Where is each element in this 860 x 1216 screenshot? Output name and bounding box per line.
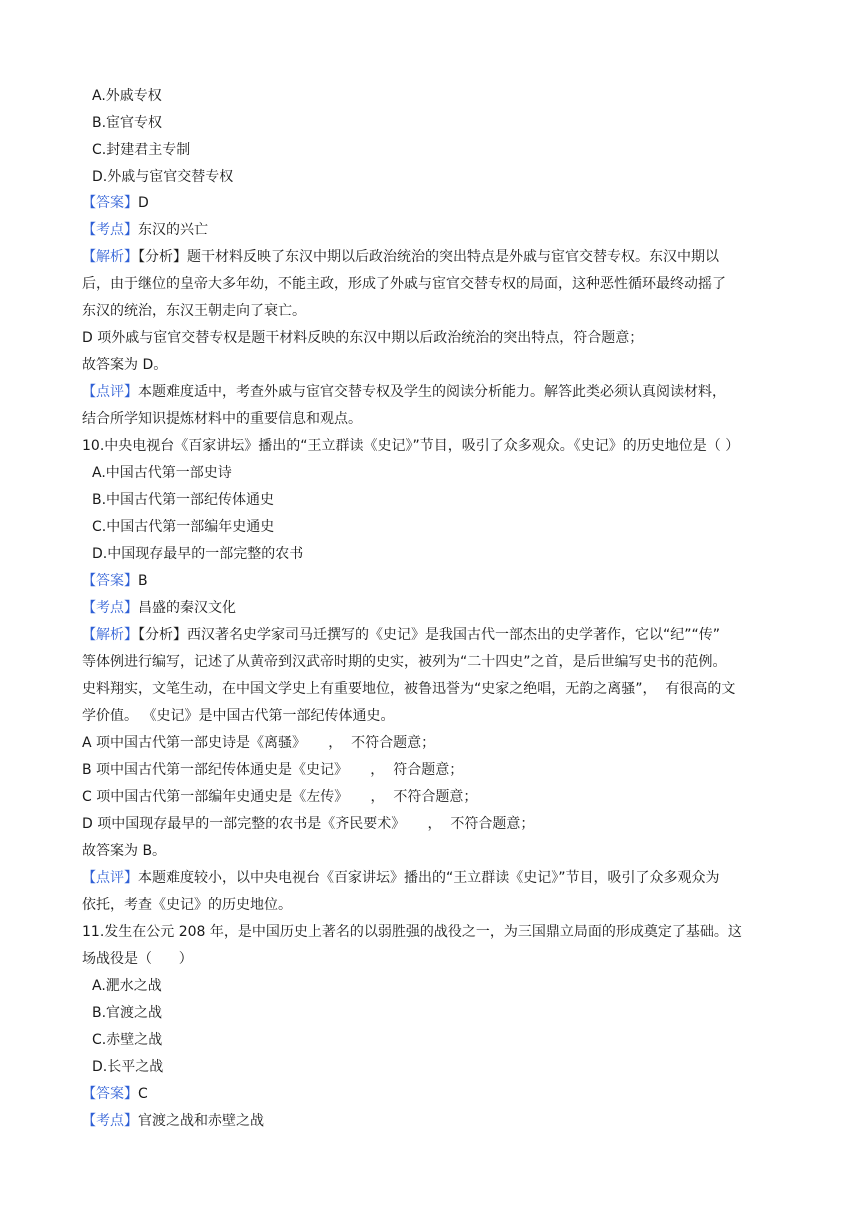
q9-comment-line-2: 结合所学知识提炼材料中的重要信息和观点。 xyxy=(82,411,362,427)
q11-option-d: D.长平之战 xyxy=(92,1059,164,1075)
q9-answer xyxy=(82,193,782,213)
point-value: 官渡之战和赤壁之战 xyxy=(138,1113,264,1129)
q10-stem: 10.中央电视台《百家讲坛》播出的“王立群读《史记》”节目，吸引了众多观众。《史记》的历史地位是（ ） xyxy=(82,438,740,454)
q9-analysis-line-5: 故答案为 D。 xyxy=(82,357,168,373)
answer-value: C xyxy=(138,1086,148,1102)
q11-point xyxy=(82,1111,782,1131)
q10-analysis-line-7: C 项中国古代第一部编年史通史是《左传》 ， 不符合题意； xyxy=(82,789,478,805)
q10-analysis-line-1 xyxy=(82,625,782,645)
comment-tag: 【点评】 xyxy=(82,384,138,400)
analysis-text: 【分析】西汉著名史学家司马迁撰写的《史记》是我国古代一部杰出的史学著作，它以“纪”“传” xyxy=(138,627,721,643)
q10-analysis-line-9: 故答案为 B。 xyxy=(82,843,167,859)
q10-comment-line-1 xyxy=(82,868,782,888)
point-tag: 【考点】 xyxy=(82,600,138,616)
answer-tag: 【答案】 xyxy=(82,195,138,211)
comment-text: 本题难度较小，以中央电视台《百家讲坛》播出的“王立群读《史记》”节目，吸引了众多观众为 xyxy=(138,870,720,886)
analysis-tag: 【解析】 xyxy=(82,249,138,265)
point-tag: 【考点】 xyxy=(82,222,138,238)
q11-stem-line-1: 11.发生在公元 208 年，是中国历史上著名的以弱胜强的战役之一，为三国鼎立局面的形成奠定了基础。这 xyxy=(82,924,742,940)
q10-comment-line-2: 依托，考查《史记》的历史地位。 xyxy=(82,897,292,913)
q9-option-a: A.外戚专权 xyxy=(92,88,162,104)
q10-analysis-line-4: 学价值。 《史记》是中国古代第一部纪传体通史。 xyxy=(82,708,395,724)
analysis-tag: 【解析】 xyxy=(82,627,138,643)
q10-analysis-line-3: 史料翔实，文笔生动，在中国文学史上有重要地位，被鲁迅誉为“史家之绝唱，无韵之离骚”， 有很高的文 xyxy=(82,681,736,697)
q9-analysis-line-2: 后，由于继位的皇帝大多年幼，不能主政，形成了外戚与宦官交替专权的局面，这种恶性循环最终动摇了 xyxy=(82,276,726,292)
q10-option-d: D.中国现存最早的一部完整的农书 xyxy=(92,546,304,562)
q9-analysis-line-4: D 项外戚与宦官交替专权是题干材料反映的东汉中期以后政治统治的突出特点，符合题意； xyxy=(82,330,644,346)
comment-tag: 【点评】 xyxy=(82,870,138,886)
q10-analysis-line-8: D 项中国现存最早的一部完整的农书是《齐民要术》 ， 不符合题意； xyxy=(82,816,535,832)
comment-text: 本题难度适中，考查外戚与宦官交替专权及学生的阅读分析能力。解答此类必须认真阅读材料， xyxy=(138,384,726,400)
q10-analysis-line-6: B 项中国古代第一部纪传体通史是《史记》 ， 符合题意； xyxy=(82,762,464,778)
q10-option-b: B.中国古代第一部纪传体通史 xyxy=(92,492,275,508)
answer-value: D xyxy=(138,195,149,211)
point-value: 昌盛的秦汉文化 xyxy=(138,600,236,616)
q9-option-c: C.封建君主专制 xyxy=(92,142,191,158)
q9-analysis-line-3: 东汉的统治，东汉王朝走向了衰亡。 xyxy=(82,303,306,319)
q10-option-c: C.中国古代第一部编年史通史 xyxy=(92,519,275,535)
q9-analysis-line-1 xyxy=(82,247,782,267)
point-tag: 【考点】 xyxy=(82,1113,138,1129)
q10-analysis-line-2: 等体例进行编写，记述了从黄帝到汉武帝时期的史实，被列为“二十四史”之首，是后世编写史书的范例。 xyxy=(82,654,727,670)
q11-option-a: A.淝水之战 xyxy=(92,978,162,994)
point-value: 东汉的兴亡 xyxy=(138,222,208,238)
answer-value: B xyxy=(138,573,148,589)
q11-option-b: B.官渡之战 xyxy=(92,1005,163,1021)
q9-option-b: B.宦官专权 xyxy=(92,115,163,131)
answer-tag: 【答案】 xyxy=(82,573,138,589)
q11-option-c: C.赤壁之战 xyxy=(92,1032,163,1048)
q11-stem-line-2: 场战役是（ ） xyxy=(82,951,193,967)
analysis-text: 【分析】题干材料反映了东汉中期以后政治统治的突出特点是外戚与宦官交替专权。东汉中期以 xyxy=(138,249,719,265)
q10-point xyxy=(82,598,782,618)
q10-option-a: A.中国古代第一部史诗 xyxy=(92,465,232,481)
q9-comment-line-1 xyxy=(82,382,782,402)
q11-answer xyxy=(82,1084,782,1104)
q9-option-d: D.外戚与宦官交替专权 xyxy=(92,169,234,185)
answer-tag: 【答案】 xyxy=(82,1086,138,1102)
q10-answer xyxy=(82,571,782,591)
q9-point xyxy=(82,220,782,240)
q10-analysis-line-5: A 项中国古代第一部史诗是《离骚》 ， 不符合题意； xyxy=(82,735,436,751)
